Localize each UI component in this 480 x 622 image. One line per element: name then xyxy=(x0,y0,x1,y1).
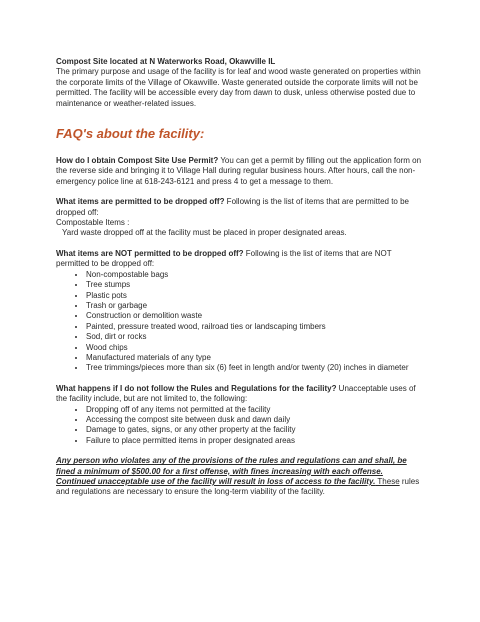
not-permitted-section xyxy=(56,249,424,374)
list-item: • Sod, dirt or rocks xyxy=(86,332,424,342)
list-item: • Wood chips xyxy=(86,343,424,353)
permitted-question: What items are permitted to be dropped off? xyxy=(56,197,225,207)
not-permitted-question: What items are NOT permitted to be dropped off? xyxy=(56,248,244,258)
list-item: • Construction or demolition waste xyxy=(86,311,424,321)
rules-question: What happens if I do not follow the Rules and Regulations for the facility? xyxy=(56,383,337,393)
permit-question: How do I obtain Compost Site Use Permit? xyxy=(56,156,219,166)
faq-heading: FAQ's about the facility: xyxy=(56,126,205,142)
list-item: • Non-compostable bags xyxy=(86,270,424,280)
intro-section xyxy=(56,57,424,109)
yard-waste-note: Yard waste dropped off at the facility must be placed in proper designated areas. xyxy=(62,228,347,238)
permitted-answer: Following is the list of items that are permitted to be dropped off: xyxy=(56,197,409,217)
warning-text: Any person who violates any of the provisions of the rules and regulations can and shall, be fined a minimum of $500.00 for a first offense, with fines increasing with each offense. Continued unacceptable use of the facility will result in loss of access to the facility. xyxy=(56,456,407,486)
rules-section xyxy=(56,384,424,446)
list-item: • Damage to gates, signs, or any other property at the facility xyxy=(86,425,424,435)
list-item: • Tree trimmings/pieces more than six (6) feet in length and/or twenty (20) inches in diameter xyxy=(86,363,424,373)
document-page xyxy=(56,57,424,508)
list-item: • Failure to place permitted items in proper designated areas xyxy=(86,436,424,446)
closing-text: rules and regulations are necessary to ensure the long-term viability of the facility. xyxy=(56,477,420,497)
intro-body: The primary purpose and usage of the facility is for leaf and wood waste generated on properties within the corporate limits of the Village of Okawville. Waste generated outside the corporate limits will not be permitted. The facility will be accessible every day from dawn to dusk, unless otherwise posted due to maintenance or weather-related issues. xyxy=(56,67,421,108)
permit-answer: You can get a permit by filling out the application form on the reverse side and bringing it to Village Hall during regular business hours. After hours, call the non-emergency police line at 618-243-6121 and press 4 to get a message to them. xyxy=(56,156,422,186)
not-permitted-list xyxy=(56,270,424,374)
permit-section xyxy=(56,156,424,187)
list-item: • Trash or garbage xyxy=(86,301,424,311)
rules-answer: Unacceptable uses of the facility include, but are not limited to, the following: xyxy=(56,383,416,404)
warning-section xyxy=(56,456,424,498)
intro-title: Compost Site located at N Waterworks Road, Okawville IL xyxy=(56,57,276,66)
compostable-items-label: Compostable Items : xyxy=(56,218,130,228)
list-item: • Painted, pressure treated wood, railroad ties or landscaping timbers xyxy=(86,322,424,332)
permitted-section xyxy=(56,197,424,239)
closing-underlined: These xyxy=(375,477,400,486)
list-item: • Plastic pots xyxy=(86,291,424,301)
rules-list xyxy=(56,405,424,447)
list-item: • Dropping off of any items not permitted at the facility xyxy=(86,405,424,415)
not-permitted-answer: Following is the list of items that are NOT permitted to be dropped off: xyxy=(56,248,392,269)
list-item: • Manufactured materials of any type xyxy=(86,353,424,363)
list-item: • Tree stumps xyxy=(86,280,424,290)
list-item: • Accessing the compost site between dusk and dawn daily xyxy=(86,415,424,425)
